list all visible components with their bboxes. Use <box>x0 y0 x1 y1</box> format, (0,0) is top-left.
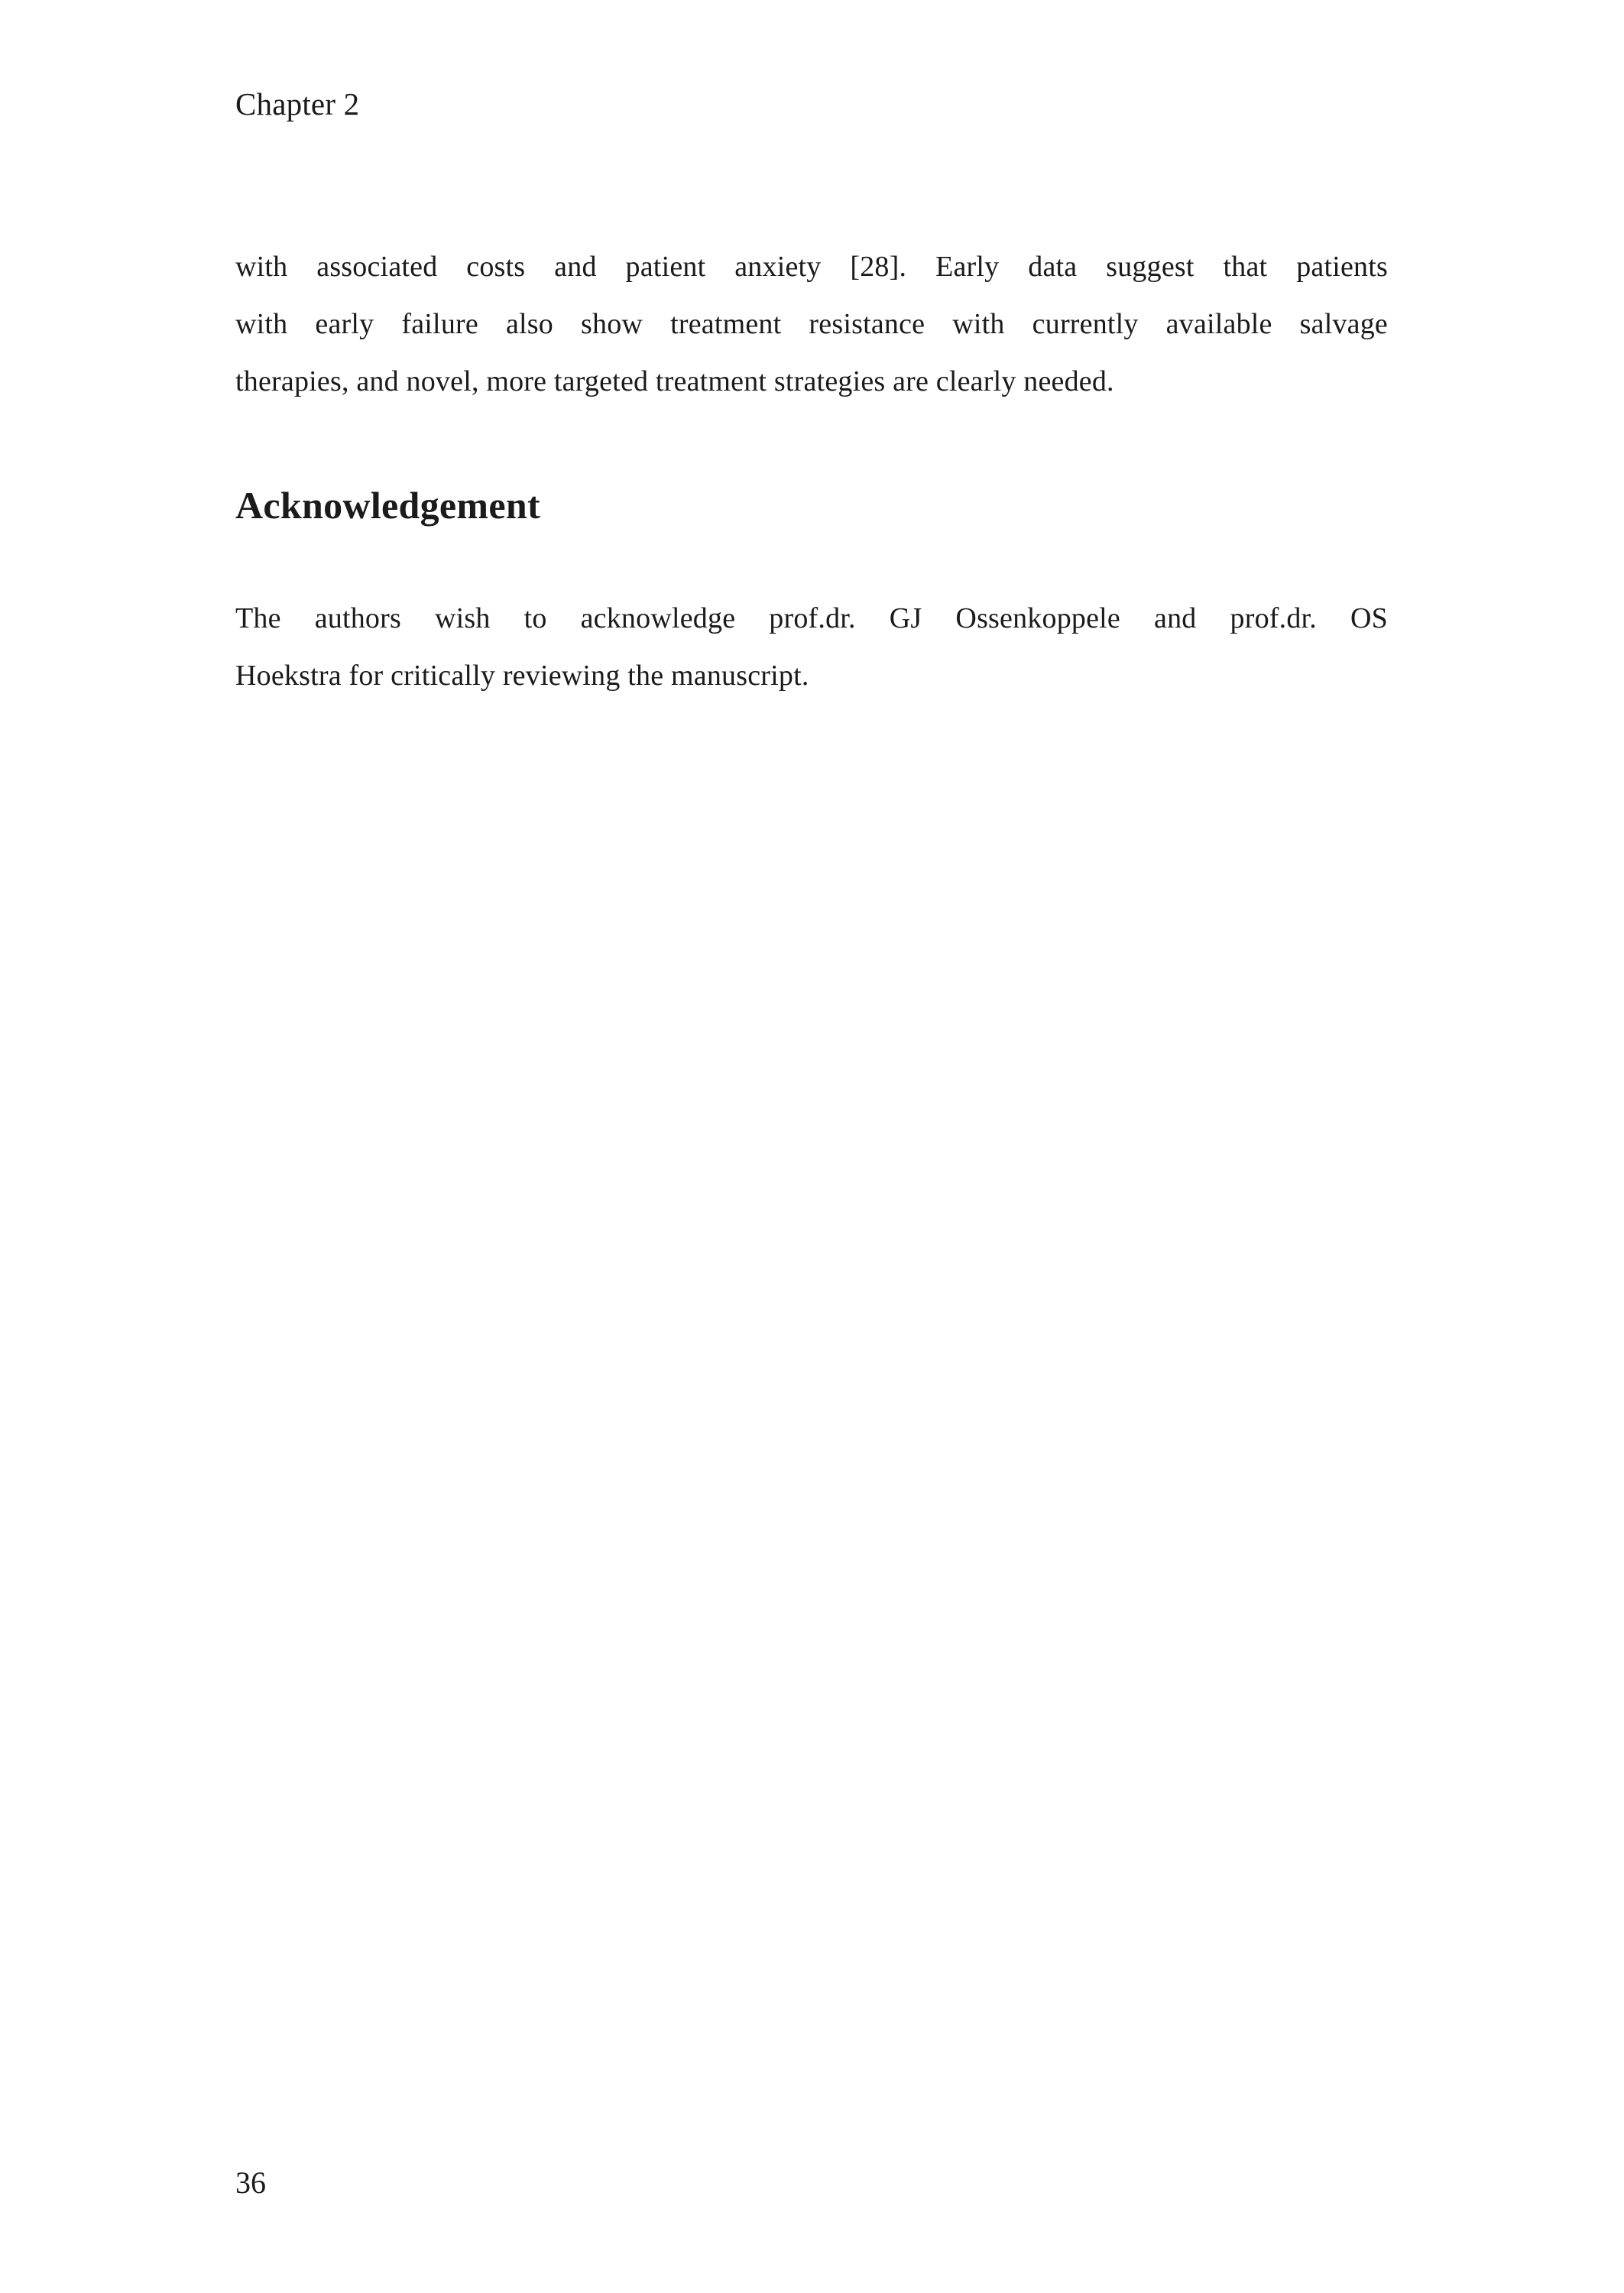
paragraph-line: with associated costs and patient anxiety [28]. Early data suggest that patients <box>235 251 1388 283</box>
paragraph-line: therapies, and novel, more targeted treatment strategies are clearly needed. <box>235 365 1114 397</box>
running-header: Chapter 2 <box>235 86 360 122</box>
page-number: 36 <box>235 2165 266 2200</box>
paragraph-line: The authors wish to acknowledge prof.dr. GJ Ossenkoppele and prof.dr. OS <box>235 602 1388 634</box>
acknowledgement-paragraph <box>235 590 1388 705</box>
body-paragraph <box>235 238 1388 410</box>
paragraph-line: Hoekstra for critically reviewing the manuscript. <box>235 660 809 692</box>
section-heading: Acknowledgement <box>235 484 540 527</box>
paragraph-line: with early failure also show treatment resistance with currently available salvage <box>235 308 1388 340</box>
